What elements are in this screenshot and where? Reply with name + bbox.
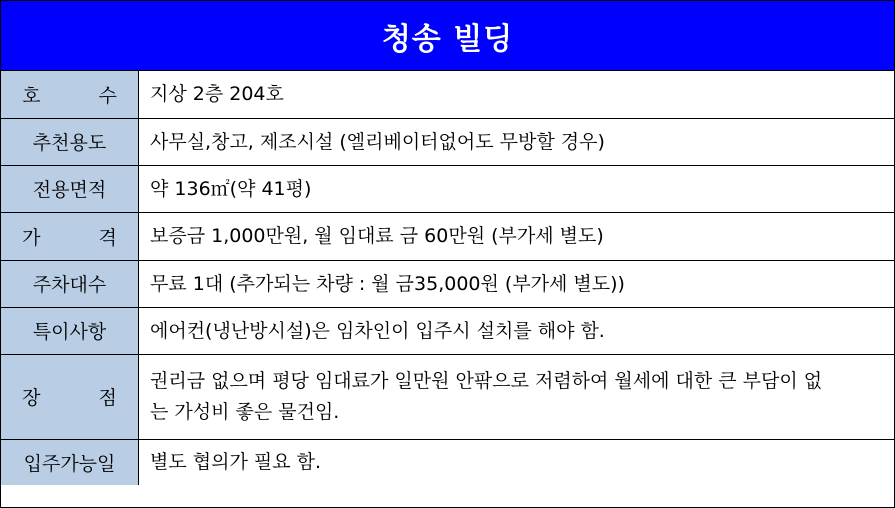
row-value-movein: 별도 협의가 필요 함. xyxy=(139,439,895,485)
row-label-area xyxy=(1,165,139,212)
row-label-price xyxy=(1,212,143,260)
row-label-text: 장 점 xyxy=(22,387,143,409)
table-row xyxy=(1,165,894,212)
row-label-movein xyxy=(1,439,139,485)
row-value-use: 사무실,창고, 제조시설 (엘리베이터없어도 무방할 경우) xyxy=(139,118,895,165)
property-info-table xyxy=(1,71,894,485)
table-row xyxy=(1,212,894,260)
table-row xyxy=(1,307,894,354)
table-row xyxy=(1,354,894,439)
table-row xyxy=(1,439,894,485)
row-label-notes xyxy=(1,307,139,354)
table-row xyxy=(1,260,894,307)
row-label-text: 전용면적 xyxy=(32,179,107,201)
row-label-text: 특이사항 xyxy=(32,321,107,343)
table-row xyxy=(1,118,894,165)
row-value-area: 약 136㎡(약 41평) xyxy=(139,165,895,212)
row-label-text: 입주가능일 xyxy=(23,452,116,475)
row-label-text: 가 격 xyxy=(22,226,143,249)
row-label-parking xyxy=(1,260,139,307)
table-row xyxy=(1,71,894,118)
row-value-price: 보증금 1,000만원, 월 임대료 금 60만원 (부가세 별도) xyxy=(139,212,895,260)
row-value-unit: 지상 2층 204호 xyxy=(139,71,895,118)
row-label-merits xyxy=(1,354,143,439)
row-label-text: 추천용도 xyxy=(32,132,107,154)
row-value-parking: 무료 1대 (추가되는 차량 : 월 금35,000원 (부가세 별도)) xyxy=(139,260,895,307)
row-value-merits: 권리금 없으며 평당 임대료가 일만원 안팎으로 저렴하여 월세에 대한 큰 부담이 없는 가성비 좋은 물건임. xyxy=(139,354,895,439)
row-label-use xyxy=(1,118,139,165)
property-title: 청송 빌딩 xyxy=(1,1,894,71)
row-label-text: 주차대수 xyxy=(32,274,107,296)
row-value-notes: 에어컨(냉난방시설)은 임차인이 입주시 설치를 해야 함. xyxy=(139,307,895,354)
row-label-unit xyxy=(1,71,143,118)
row-label-text: 호 수 xyxy=(22,84,143,107)
